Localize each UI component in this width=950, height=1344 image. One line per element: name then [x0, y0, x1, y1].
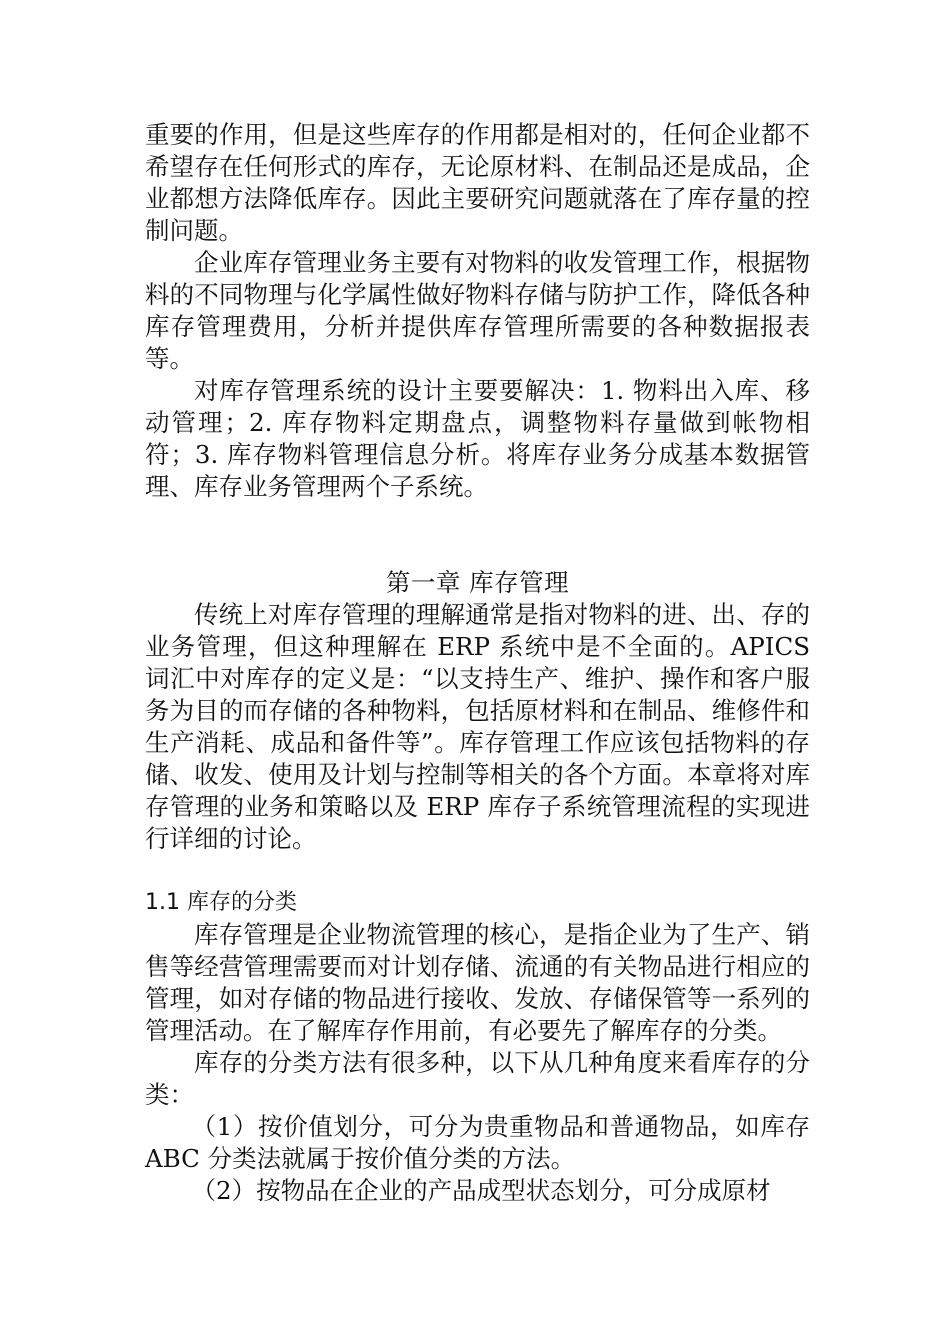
section-paragraph-1: 库存管理是企业物流管理的核心，是指企业为了生产、销售等经营管理需要而对计划存储、流通的有关物品进行相应的管理，如对存储的物品进行接收、发放、存储保管等一系列的管理活动。在了解库存作用前，有必要先了解库存的分类。 — [145, 920, 810, 1045]
chapter-paragraph-1: 传统上对库存管理的理解通常是指对物料的进、出、存的业务管理，但这种理解在 ERP 系统中是不全面的。APICS 词汇中对库存的定义是：“以支持生产、维护、操作和客户服务为目的而存储的各种物料，包括原材料和在制品、维修件和生产消耗、成品和备件等”。库存管理工作应该包括物料的存储、收发、使用及计划与控制等相关的各个方面。本章将对库存管理的业务和策略以及 ERP 库存子系统管理流程的实现进行详细的讨论。 — [145, 600, 810, 853]
intro-paragraph-3: 对库存管理系统的设计主要要解决：1. 物料出入库、移动管理；2. 库存物料定期盘点，调整物料存量做到帐物相符；3. 库存物料管理信息分析。将库存业务分成基本数据管理、库存业务管理两个子系统。 — [145, 376, 810, 501]
section-title: 1.1 库存的分类 — [145, 890, 297, 915]
intro-paragraph-1: 重要的作用，但是这些库存的作用都是相对的，任何企业都不希望存在任何形式的库存，无论原材料、在制品还是成品，企业都想方法降低库存。因此主要研究问题就落在了库存量的控制问题。 — [145, 120, 810, 245]
chapter-title: 第一章 库存管理 — [385, 568, 570, 597]
section-paragraph-2: 库存的分类方法有很多种，以下从几种角度来看库存的分类： — [145, 1048, 810, 1109]
section-list-item-2: （2）按物品在企业的产品成型状态划分，可分成原材 — [191, 1176, 771, 1205]
intro-paragraph-2: 企业库存管理业务主要有对物料的收发管理工作，根据物料的不同物理与化学属性做好物料存储与防护工作，降低各种库存管理费用，分析并提供库存管理所需要的各种数据报表等。 — [145, 248, 810, 373]
section-list-item-1: （1）按价值划分，可分为贵重物品和普通物品，如库存 ABC 分类法就属于按价值分类的方法。 — [145, 1112, 810, 1173]
document-body — [145, 119, 810, 1207]
